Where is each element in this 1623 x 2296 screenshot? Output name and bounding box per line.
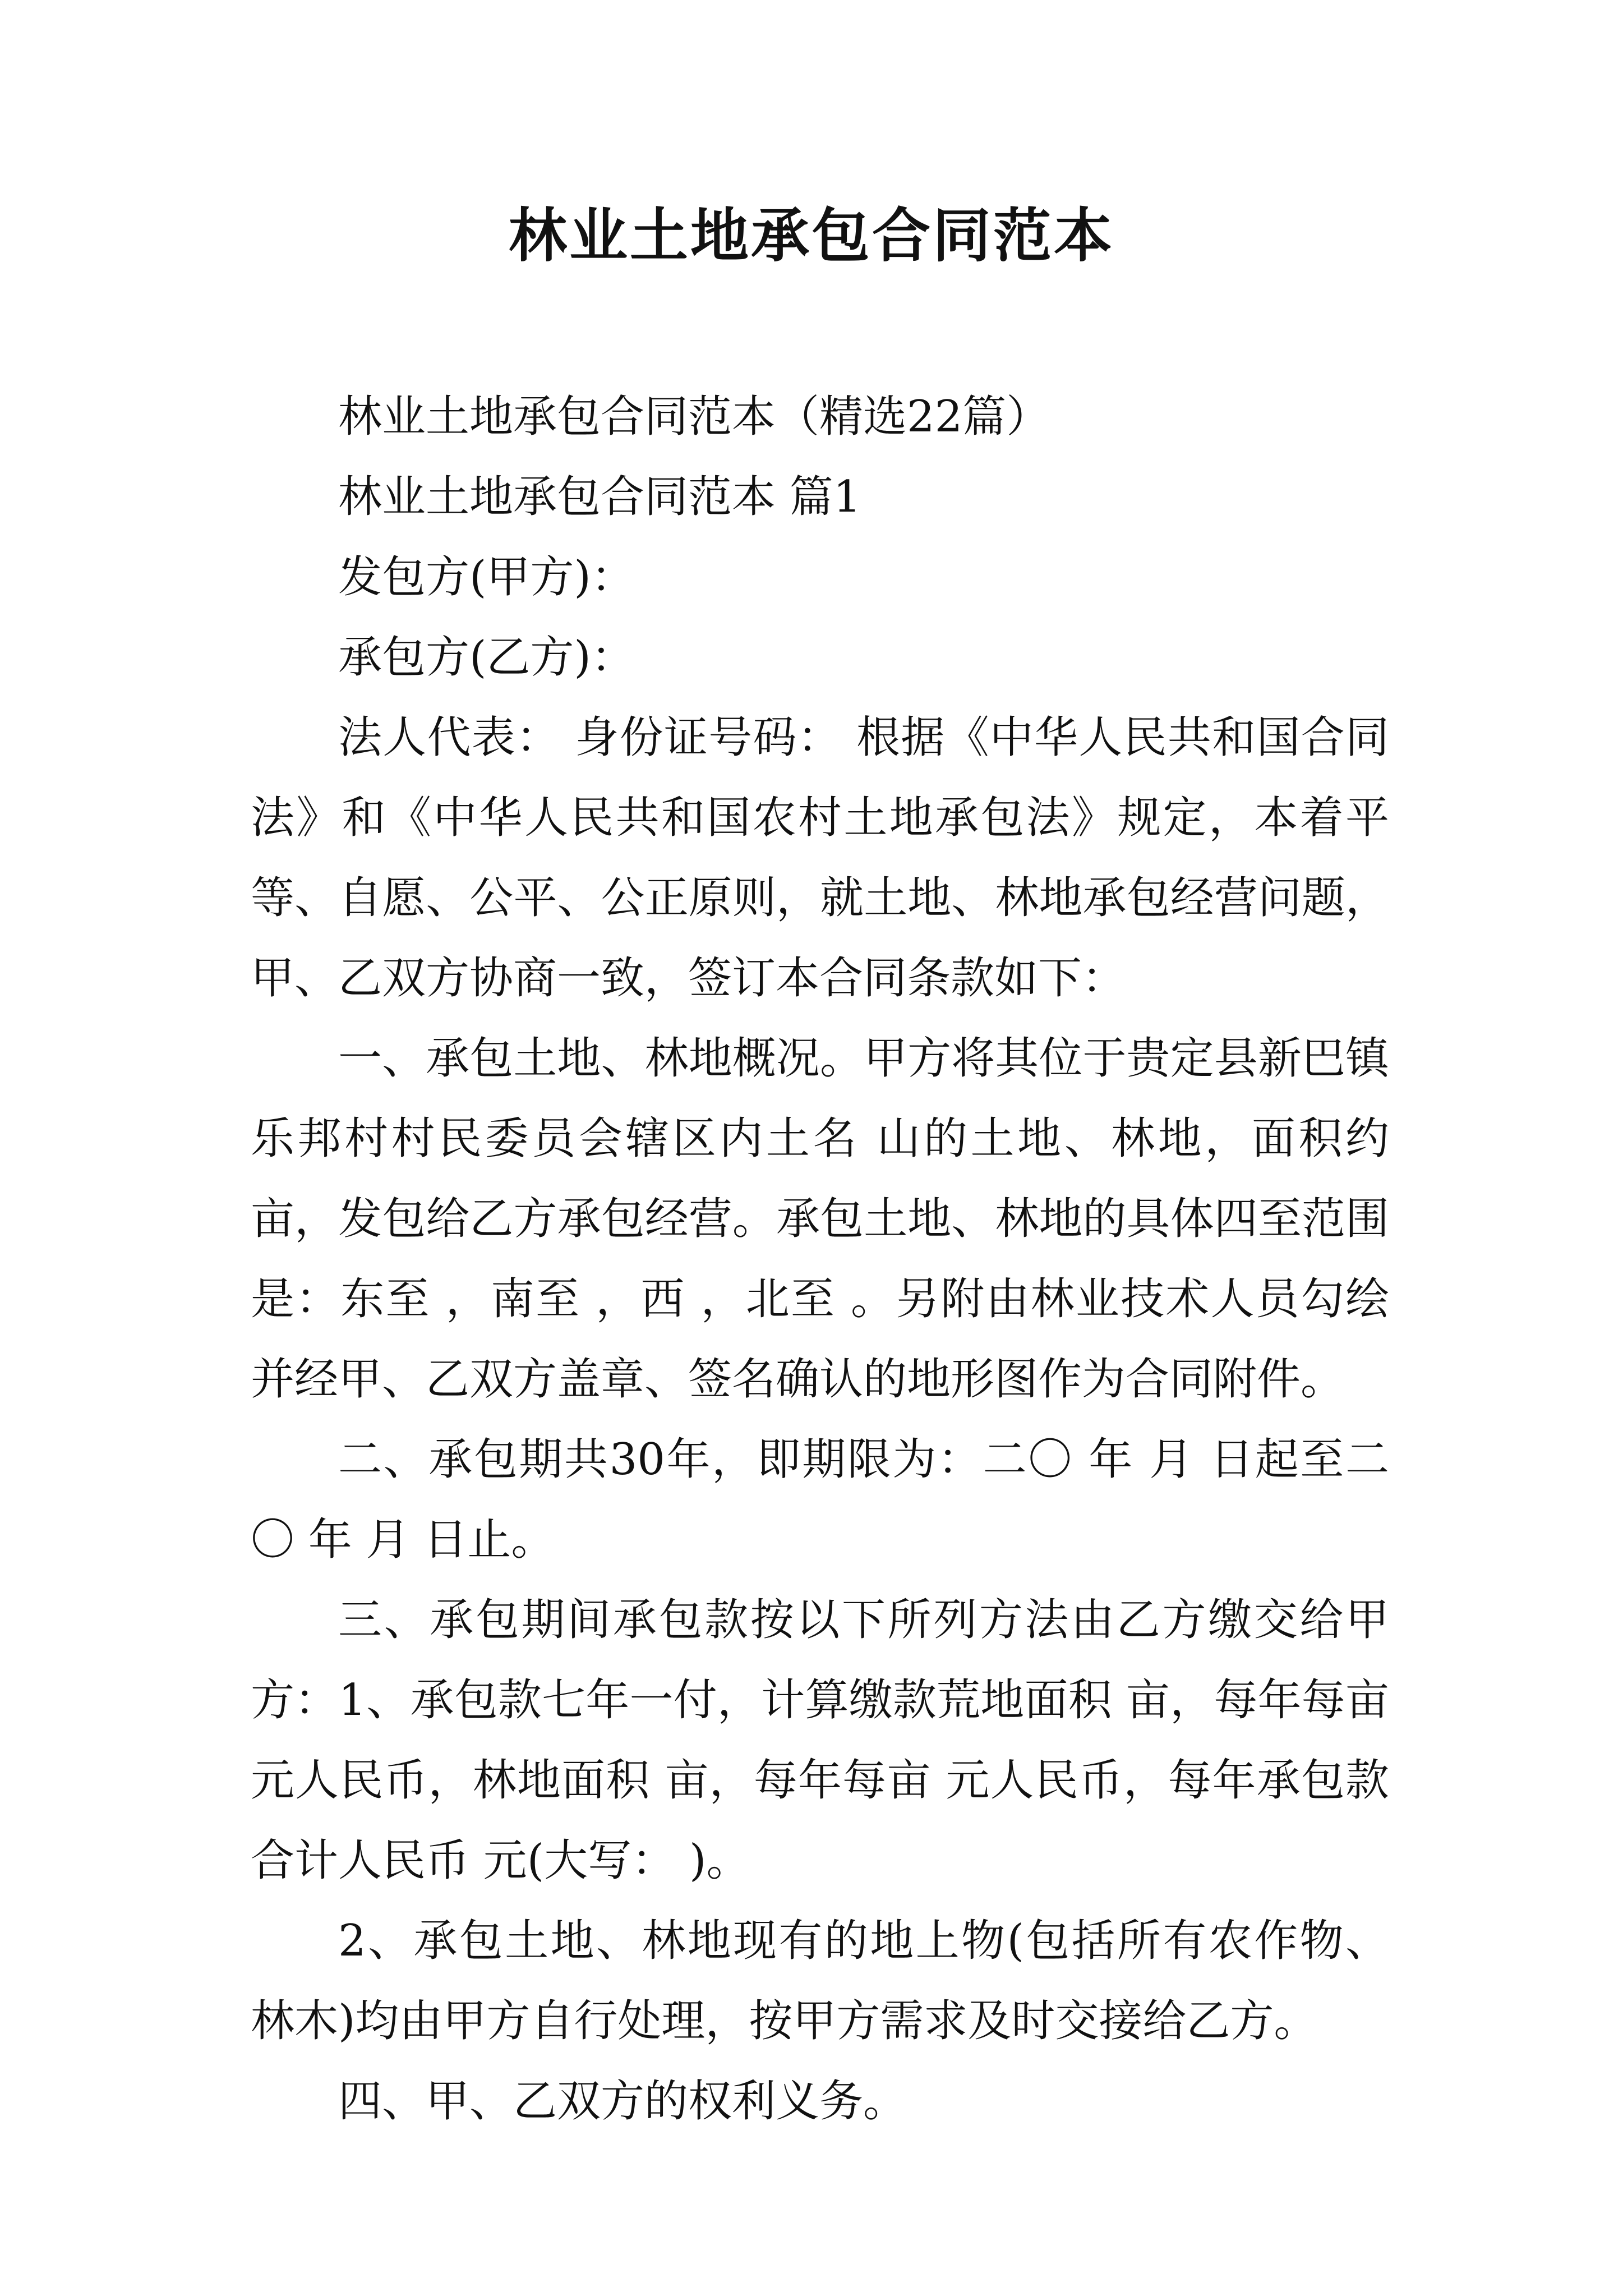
document-title: 林业土地承包合同范本 [508, 201, 1114, 270]
paragraph-section-heading: 林业土地承包合同范本 篇1 [338, 472, 861, 522]
document-body [251, 377, 1389, 2142]
paragraph-clause-1: 一、承包土地、林地概况。甲方将其位于贵定县新巴镇乐邦村村民委员会辖区内土名 山的土地、林地，面积约 亩，发包给乙方承包经营。承包土地、林地的具体四至范围是：东至 ，南至 ，西 ，北至 。另附由林业技术人员勾绘并经甲、乙双方盖章、签名确认的地形图作为合同附件。 [251, 1033, 1389, 1405]
paragraph-clause-3: 三、承包期间承包款按以下所列方法由乙方缴交给甲方：1、承包款七年一付，计算缴款荒地面积 亩，每年每亩 元人民币，林地面积 亩，每年每亩 元人民币，每年承包款合计人民币 元(大写： )。 [251, 1595, 1389, 1886]
paragraph-party-b: 承包方(乙方)： [338, 632, 635, 683]
paragraph-preamble: 法人代表： 身份证号码： 根据《中华人民共和国合同法》和《中华人民共和国农村土地承包法》规定，本着平等、自愿、公平、公正原则，就土地、林地承包经营问题，甲、乙双方协商一致，签订本合同条款如下： [251, 712, 1389, 1004]
paragraph-subtitle: 林业土地承包合同范本（精选22篇） [338, 392, 1050, 442]
paragraph-clause-3-item-2: 2、承包土地、林地现有的地上物(包括所有农作物、林木)均由甲方自行处理，按甲方需求及时交接给乙方。 [251, 1916, 1389, 2046]
paragraph-party-a: 发包方(甲方)： [338, 552, 635, 602]
paragraph-clause-2: 二、承包期共30年，即期限为：二〇 年 月 日起至二〇 年 月 日止。 [251, 1434, 1389, 1565]
paragraph-clause-4: 四、甲、乙双方的权利义务。 [338, 2076, 907, 2127]
